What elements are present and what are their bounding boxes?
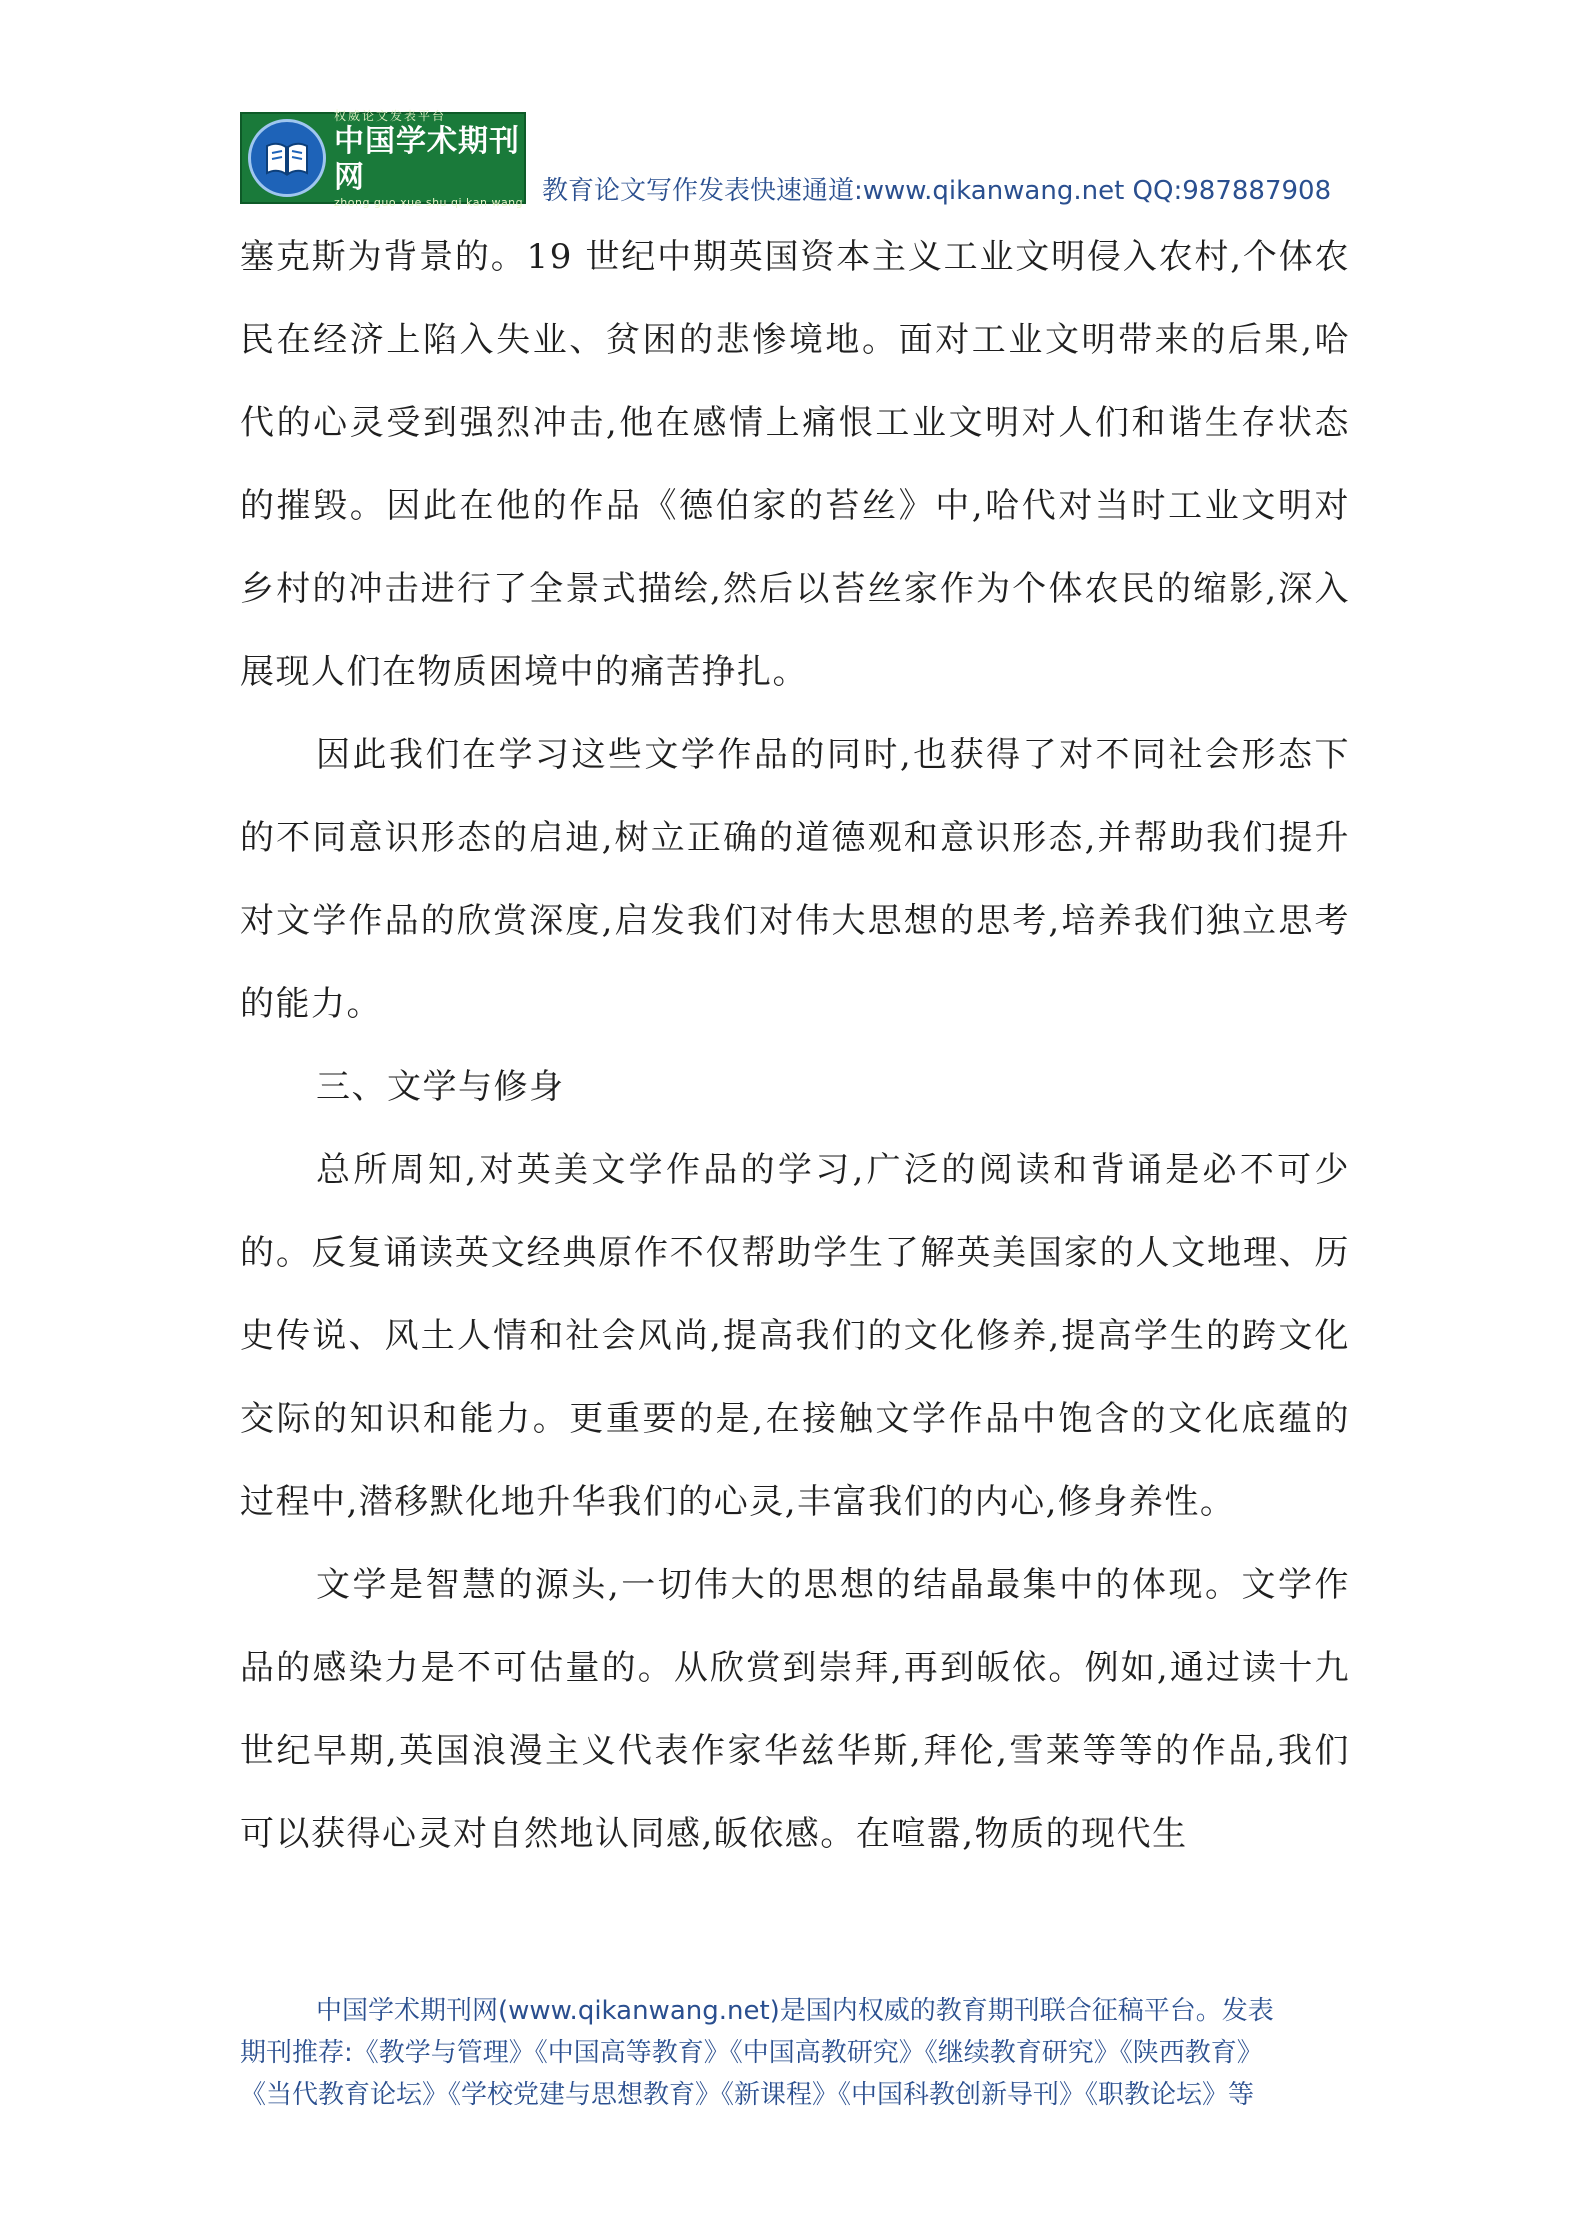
logo-pinyin: zhong guo xue shu qi kan wang	[334, 196, 524, 209]
article-body	[240, 216, 1350, 1876]
footer-line: 期刊推荐:《教学与管理》《中国高等教育》《中国高教研究》《继续教育研究》《陕西教育》	[240, 2038, 1263, 2068]
site-logo[interactable]	[240, 109, 526, 209]
book-icon	[248, 119, 326, 197]
section-heading: 三、文学与修身	[316, 1067, 565, 1107]
logo-text	[334, 107, 524, 209]
paragraph: 文学是智慧的源头,一切伟大的思想的结晶最集中的体现。文学作品的感染力是不可估量的。从欣赏到崇拜,再到皈依。例如,通过读十九世纪早期,英国浪漫主义代表作家华兹华斯,拜伦,雪莱等等的作品,我们可以获得心灵对自然地认同感,皈依感。在喧嚣,物质的现代生	[240, 1565, 1350, 1854]
header-tagline[interactable]: 教育论文写作发表快速通道:www.qikanwang.net QQ:987887908	[542, 176, 1332, 206]
footer-line: 《当代教育论坛》《学校党建与思想教育》《新课程》《中国科教创新导刊》《职教论坛》等	[240, 2080, 1255, 2110]
logo-name: 中国学术期刊网	[334, 124, 520, 195]
footer-line[interactable]: 中国学术期刊网(www.qikanwang.net)是国内权威的教育期刊联合征稿平台。发表	[316, 1996, 1274, 2026]
paragraph: 总所周知,对英美文学作品的学习,广泛的阅读和背诵是必不可少的。反复诵读英文经典原作不仅帮助学生了解英美国家的人文地理、历史传说、风土人情和社会风尚,提高我们的文化修养,提高学生的跨文化交际的知识和能力。更重要的是,在接触文学作品中饱含的文化底蕴的过程中,潜移默化地升华我们的心灵,丰富我们的内心,修身养性。	[240, 1150, 1350, 1522]
paragraph-continued: 塞克斯为背景的。19 世纪中期英国资本主义工业文明侵入农村,个体农民在经济上陷入失业、贫困的悲惨境地。面对工业文明带来的后果,哈代的心灵受到强烈冲击,他在感情上痛恨工业文明对人们和谐生存状态的摧毁。因此在他的作品《德伯家的苔丝》中,哈代对当时工业文明对乡村的冲击进行了全景式描绘,然后以苔丝家作为个体农民的缩影,深入展现人们在物质困境中的痛苦挣扎。	[240, 237, 1350, 692]
footer-ad	[240, 1990, 1350, 2116]
logo-slogan: 权威论文发表平台	[334, 109, 447, 123]
paragraph: 因此我们在学习这些文学作品的同时,也获得了对不同社会形态下的不同意识形态的启迪,树立正确的道德观和意识形态,并帮助我们提升对文学作品的欣赏深度,启发我们对伟大思想的思考,培养我们独立思考的能力。	[240, 735, 1350, 1024]
